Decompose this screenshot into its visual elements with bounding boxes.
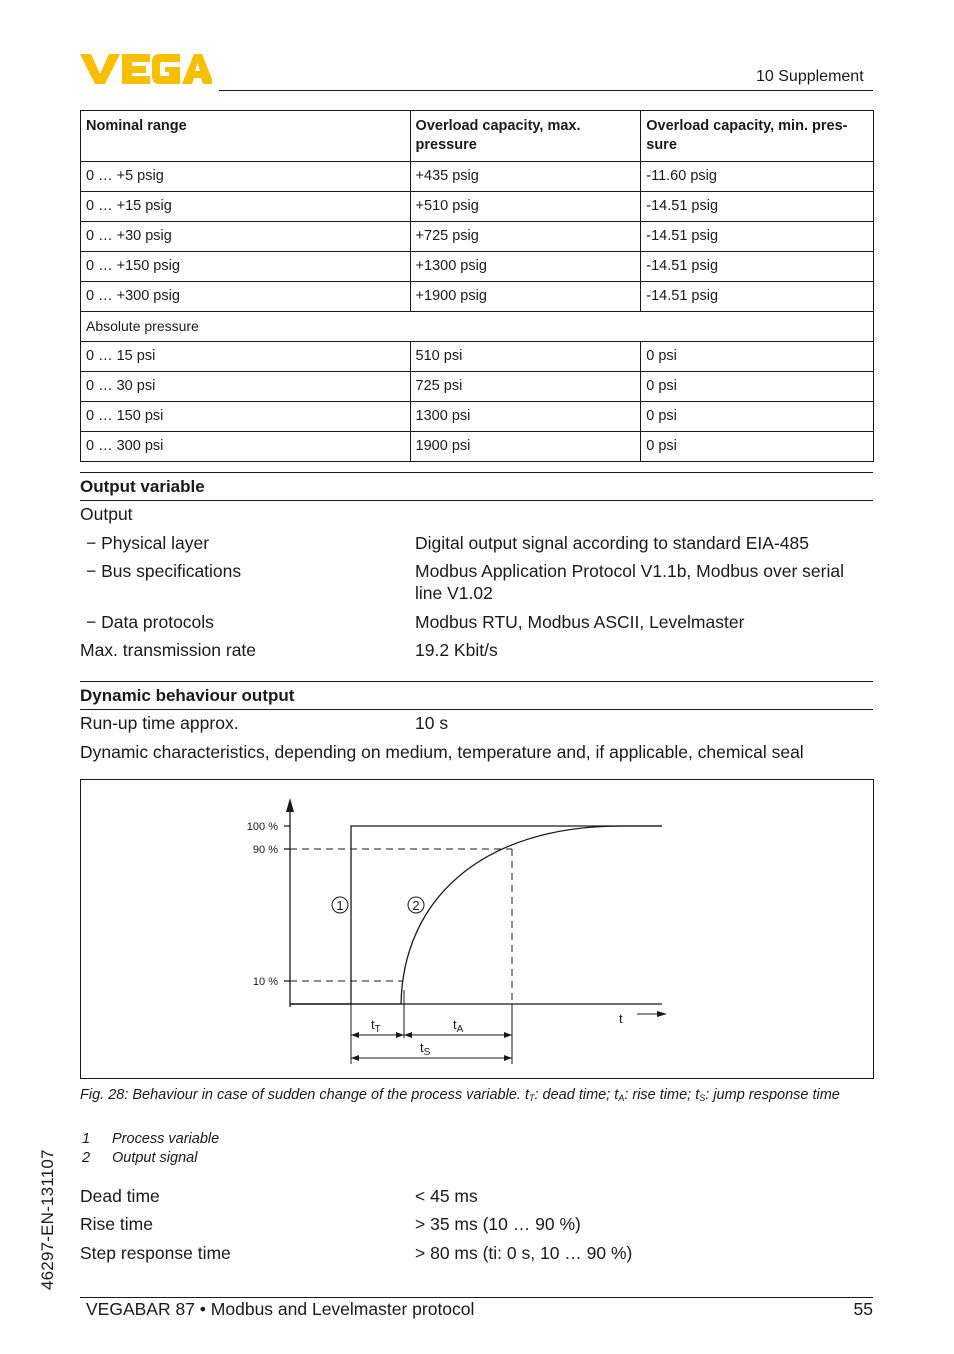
step-response-diagram [81,780,873,1078]
table-row [81,282,874,312]
table-header-row [81,111,874,162]
t-axis-label: t [619,1011,623,1026]
document-code: 46297-EN-131107 [38,1149,57,1290]
section-rule [80,681,873,682]
t-arrowhead [657,1011,667,1017]
bus-spec-label: − Bus specifications [86,561,242,581]
col-header: Overload capacity, max. pressure [410,111,641,162]
characteristics-text: Dynamic characteristics, depending on medium, temperature and, if applicable, chemical seal [80,742,804,762]
process-variable-line [290,826,662,1004]
tA-label: $t_A$ [453,1017,464,1035]
vega-logo [80,50,212,86]
section-rule [80,709,873,710]
table-cell: +435 psig [410,162,641,192]
table-cell: 0 … 300 psi [81,432,411,462]
table-cell: 0 … 150 psi [81,402,411,432]
rise-time-label: Rise time [80,1214,153,1234]
y-label-10: 10 % [252,976,278,988]
table-row [81,162,874,192]
arrowhead [404,1032,412,1038]
table-row [81,372,874,402]
dynamic-heading: Dynamic behaviour output [80,686,295,705]
table-row [81,252,874,282]
table-cell: +1300 psig [410,252,641,282]
bus-spec-value: Modbus Application Protocol V1.1b, Modbus over serial line V1.02 [415,561,844,603]
physical-layer-label: − Physical layer [86,533,210,553]
col-header: Overload capacity, min. pres-sure [641,111,874,162]
table-cell: 0 … +30 psig [81,222,411,252]
tS-label: $t_S$ [420,1040,431,1058]
max-rate-value: 19.2 Kbit/s [415,640,498,660]
figure-caption: Fig. 28: Behaviour in case of sudden change of the process variable. $t_T$: dead time; $t_A$: rise time; $t_S$: jump response time [80,1087,840,1103]
rise-time-value: > 35 ms (10 … 90 %) [415,1214,581,1234]
section-rule [80,500,873,501]
output-label: Output [80,504,133,524]
table-cell: -14.51 psig [641,252,874,282]
footer-rule [80,1297,873,1298]
dead-time-value: < 45 ms [415,1186,478,1206]
marker-2: 2 [412,898,420,913]
table-row [81,192,874,222]
runup-value: 10 s [415,713,449,733]
absolute-pressure-label: Absolute pressure [81,312,874,342]
table-row [81,402,874,432]
physical-layer-value: Digital output signal according to standard EIA-485 [415,533,809,553]
section-rule [80,472,873,473]
table-cell: -14.51 psig [641,222,874,252]
runup-label: Run-up time approx. [80,713,239,733]
dead-time-label: Dead time [80,1186,160,1206]
table-cell: 0 … 15 psi [81,342,411,372]
figure-frame [80,779,874,1079]
table-cell: 1300 psi [410,402,641,432]
table-cell: 0 … +150 psig [81,252,411,282]
section-heading: 10 Supplement [756,68,864,85]
table-cell: 725 psi [410,372,641,402]
table-cell: 0 … +300 psig [81,282,411,312]
data-protocols-value: Modbus RTU, Modbus ASCII, Levelmaster [415,612,745,632]
step-time-value: > 80 ms (ti: 0 s, 10 … 90 %) [415,1243,633,1263]
table-row [81,222,874,252]
arrowhead [396,1032,404,1038]
arrowhead [504,1055,512,1061]
arrowhead [351,1055,359,1061]
page-number: 55 [853,1299,873,1319]
legend-num: 1 [82,1131,91,1147]
table-cell: +510 psig [410,192,641,222]
table-cell: -11.60 psig [641,162,874,192]
table-cell: -14.51 psig [641,192,874,222]
overload-table [80,110,874,462]
table-cell: 0 psi [641,372,874,402]
table-cell: 0 … +5 psig [81,162,411,192]
table-cell: 1900 psi [410,432,641,462]
table-cell: 0 … 30 psi [81,372,411,402]
table-cell: 0 psi [641,432,874,462]
table-cell: 0 psi [641,342,874,372]
col-header: Nominal range [81,111,411,162]
table-cell: +1900 psig [410,282,641,312]
output-signal-curve [290,826,662,1004]
footer-title: VEGABAR 87 • Modbus and Levelmaster protocol [86,1299,475,1319]
data-protocols-label: − Data protocols [86,612,214,632]
table-cell: 0 … +15 psig [81,192,411,222]
marker-1: 1 [336,898,344,913]
legend-text: Output signal [112,1150,198,1166]
output-variable-heading: Output variable [80,477,205,496]
y-label-90: 90 % [252,844,278,856]
step-time-label: Step response time [80,1243,231,1263]
table-cell: 0 psi [641,402,874,432]
legend-num: 2 [82,1150,91,1166]
table-cell: +725 psig [410,222,641,252]
header-rule [219,90,873,91]
arrowhead [504,1032,512,1038]
table-cell: 510 psi [410,342,641,372]
table-cell: -14.51 psig [641,282,874,312]
table-row [81,342,874,372]
max-rate-label: Max. transmission rate [80,640,257,660]
y-label-100: 100 % [246,821,278,833]
tT-label: $t_T$ [371,1017,381,1035]
table-row [81,432,874,462]
y-axis-arrow [286,798,294,812]
table-row [81,312,874,342]
legend-text: Process variable [112,1131,220,1147]
arrowhead [351,1032,359,1038]
